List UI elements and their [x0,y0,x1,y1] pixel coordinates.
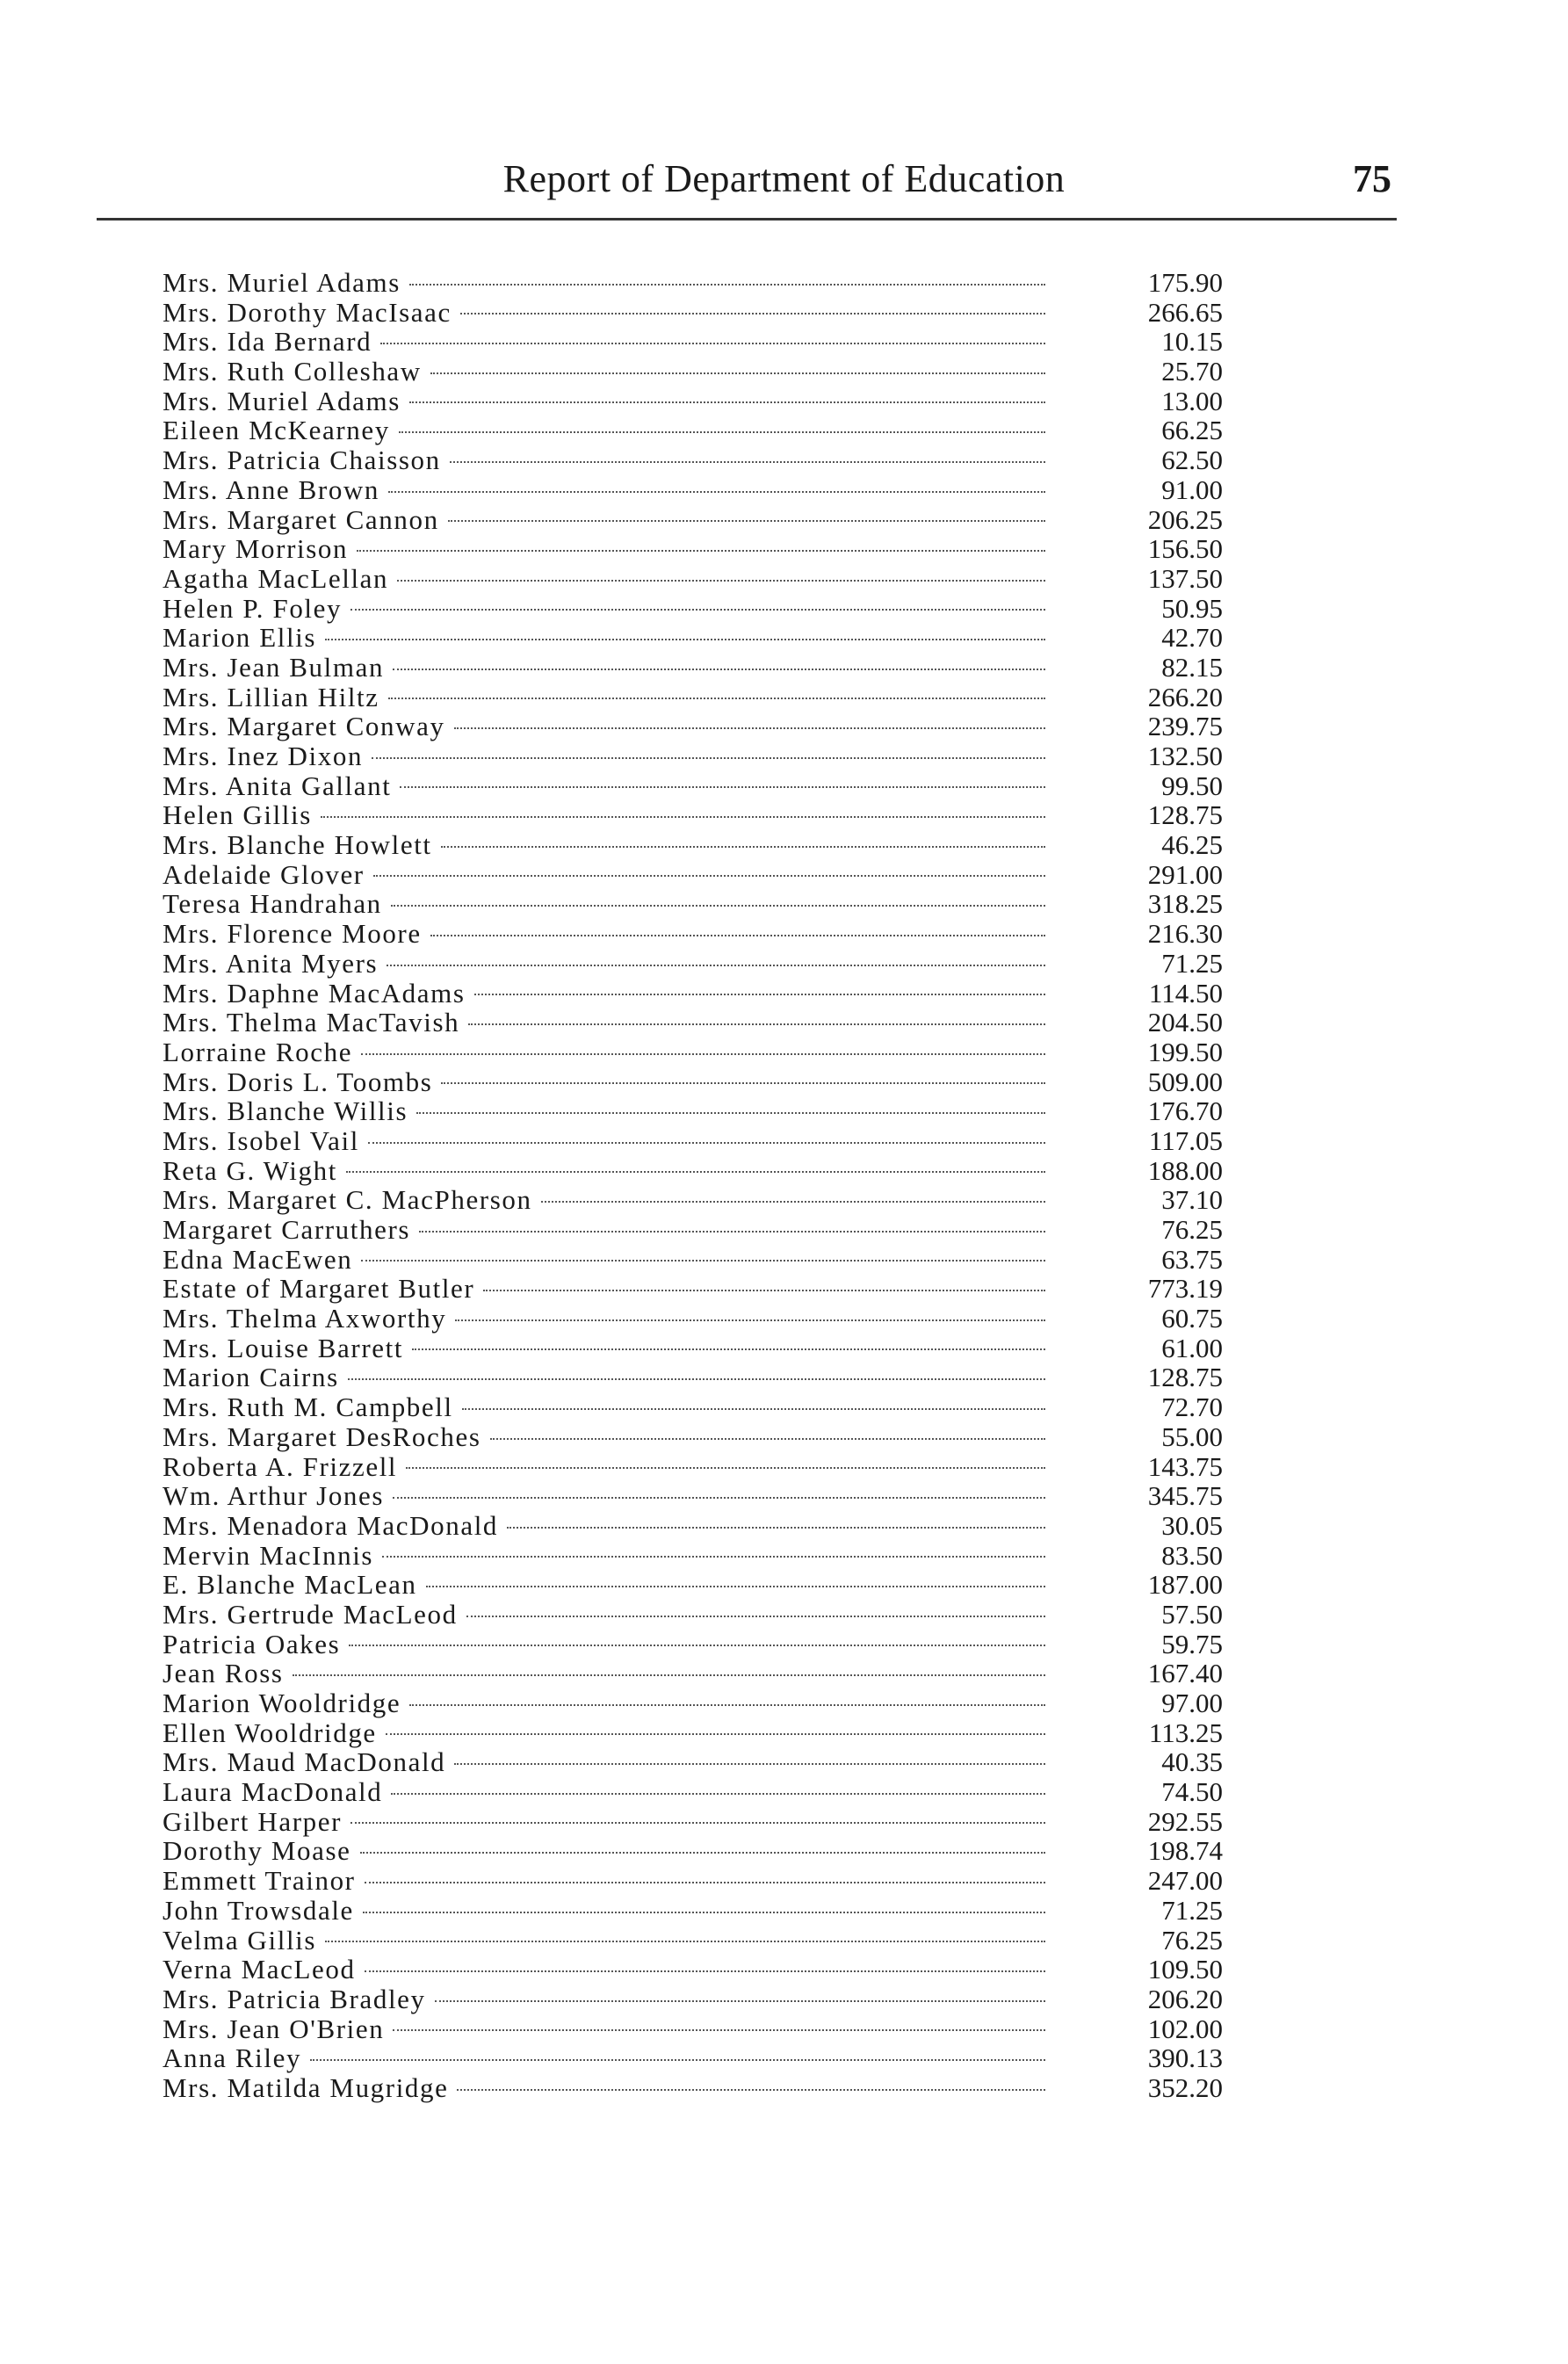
entry-name: Edna MacEwen [163,1243,353,1275]
entry-name: Mrs. Margaret C. MacPherson [163,1184,532,1216]
dot-leader [490,1438,1045,1440]
entry-name: Dorothy Moase [163,1835,351,1867]
list-item [163,1926,1230,1956]
list-item [163,416,1230,445]
list-item [163,2073,1230,2103]
list-item [163,357,1230,387]
dot-leader [382,1556,1045,1558]
entry-name: Mrs. Lillian Hiltz [163,681,379,712]
dot-leader [350,1822,1045,1824]
entry-name: Mrs. Margaret Conway [163,711,445,742]
entry-name: Helen P. Foley [163,592,343,624]
entry-name: Mrs. Daphne MacAdams [163,977,466,1008]
entry-amount: 206.25 [1147,503,1223,535]
page-header-title: Report of Department of Education [502,157,1066,200]
list-item [163,1659,1230,1688]
list-item [163,830,1230,860]
entry-name: Mrs. Muriel Adams [163,267,401,298]
list-item [163,889,1230,919]
dot-leader [541,1201,1045,1203]
list-item [163,387,1230,416]
dot-leader [409,284,1045,286]
dot-leader [393,1497,1045,1499]
dot-leader [325,1941,1045,1942]
entry-amount: 318.25 [1147,888,1223,920]
entry-amount: 198.74 [1147,1835,1223,1867]
entry-name: Mrs. Ruth M. Campbell [163,1392,453,1423]
dot-leader [419,1231,1045,1233]
list-item [163,1156,1230,1186]
header-rule [97,218,1397,220]
entry-name: Mrs. Muriel Adams [163,385,401,416]
dot-leader [416,1112,1045,1114]
list-item [163,1955,1230,1984]
entry-amount: 773.19 [1147,1273,1223,1305]
list-item [163,1334,1230,1363]
dot-leader [441,1082,1045,1084]
list-item [163,1688,1230,1718]
list-item [163,1570,1230,1600]
entry-amount: 66.25 [1161,415,1223,446]
entry-amount: 292.55 [1147,1805,1223,1837]
list-item [163,1037,1230,1067]
entry-name: Mrs. Anita Myers [163,947,379,979]
entry-name: Marion Ellis [163,622,317,654]
entry-amount: 109.50 [1147,1954,1223,1985]
entry-name: Mrs. Isobel Vail [163,1124,359,1156]
entry-amount: 76.25 [1161,1214,1223,1245]
entry-name: Mrs. Jean Bulman [163,651,385,683]
list-item [163,683,1230,712]
dot-leader [462,1408,1045,1410]
entry-name: Wm. Arthur Jones [163,1480,385,1512]
entry-amount: 97.00 [1161,1688,1223,1718]
entry-name: Lorraine Roche [163,1036,353,1067]
dot-leader [365,1970,1045,1972]
dot-leader [391,905,1045,907]
entry-name: Mrs. Patricia Chaisson [163,445,441,476]
entry-amount: 71.25 [1161,947,1223,979]
entry-name: Mrs. Anne Brown [163,474,380,505]
entry-amount: 25.70 [1161,356,1223,387]
entry-amount: 128.75 [1147,1362,1223,1393]
dot-leader [399,431,1045,433]
entry-name: Mrs. Blanche Willis [163,1095,408,1127]
list-item [163,1630,1230,1659]
list-item [163,445,1230,475]
entry-name: Margaret Carruthers [163,1214,411,1245]
list-item [163,1215,1230,1245]
entry-amount: 291.00 [1147,858,1223,890]
dot-leader [409,1704,1045,1706]
dot-leader [388,491,1045,493]
entry-name: Mrs. Maud MacDonald [163,1746,446,1778]
dot-leader [406,1467,1045,1469]
entry-name: Mrs. Blanche Howlett [163,829,432,861]
entry-amount: 206.20 [1147,1983,1223,2014]
list-item [163,771,1230,801]
dot-leader [293,1674,1045,1676]
entry-name: Mrs. Margaret Cannon [163,503,439,535]
dot-leader [368,1142,1045,1144]
entry-amount: 57.50 [1161,1598,1223,1630]
entry-amount: 83.50 [1161,1539,1223,1571]
dot-leader [454,727,1045,729]
dot-leader [373,875,1045,877]
dot-leader [397,580,1045,582]
list-item [163,1777,1230,1807]
entry-name: E. Blanche MacLean [163,1569,417,1601]
dot-leader [361,1053,1045,1055]
dot-leader [441,846,1045,848]
dot-leader [409,401,1045,403]
entry-amount: 266.20 [1147,681,1223,712]
list-item [163,1126,1230,1156]
entry-name: Patricia Oakes [163,1628,341,1659]
entry-name: Eileen McKearney [163,415,390,446]
entry-amount: 175.90 [1147,267,1223,298]
dot-leader [474,994,1045,995]
list-item [163,1866,1230,1896]
list-item [163,1984,1230,2014]
entry-name: Mary Morrison [163,533,349,565]
dot-leader [348,1378,1045,1380]
entry-name: Emmett Trainor [163,1865,356,1897]
entry-amount: 76.25 [1161,1924,1223,1956]
entry-name: Mrs. Florence Moore [163,918,422,950]
list-item [163,1304,1230,1334]
dot-leader [361,1260,1045,1262]
entry-name: Laura MacDonald [163,1776,383,1808]
entry-amount: 30.05 [1161,1509,1223,1541]
list-item [163,1481,1230,1511]
list-item [163,1185,1230,1215]
entry-amount: 247.00 [1147,1865,1223,1897]
entry-name: Reta G. Wight [163,1154,337,1186]
list-item [163,1067,1230,1097]
dot-leader [360,1852,1045,1854]
entry-amount: 59.75 [1161,1628,1223,1659]
entry-amount: 187.00 [1147,1569,1223,1601]
list-item [163,979,1230,1008]
dot-leader [350,609,1045,611]
dot-leader [321,816,1045,818]
entry-amount: 204.50 [1147,1007,1223,1038]
dot-leader [426,1586,1045,1587]
entry-name: Estate of Margaret Butler [163,1273,475,1305]
entry-amount: 113.25 [1148,1717,1223,1748]
list-item [163,1747,1230,1777]
entry-name: Mrs. Margaret DesRoches [163,1421,481,1452]
dot-leader [387,965,1045,966]
list-item [163,1274,1230,1304]
entry-amount: 13.00 [1161,385,1223,416]
entry-list [163,268,1230,2103]
entry-amount: 114.50 [1148,977,1223,1008]
entry-amount: 390.13 [1147,2042,1223,2074]
entry-amount: 50.95 [1161,592,1223,624]
entry-name: Mrs. Patricia Bradley [163,1983,426,2014]
dot-leader [325,639,1045,640]
dot-leader [455,1319,1045,1321]
dot-leader [454,1763,1045,1765]
entry-amount: 117.05 [1148,1124,1223,1156]
entry-name: Mrs. Jean O'Brien [163,2013,385,2044]
dot-leader [386,1733,1045,1735]
entry-name: Mrs. Ruth Colleshaw [163,356,422,387]
list-item [163,1245,1230,1275]
list-item [163,1896,1230,1926]
entry-amount: 266.65 [1147,296,1223,328]
dot-leader [430,372,1045,374]
list-item [163,1807,1230,1837]
dot-leader [466,1616,1045,1617]
entry-amount: 352.20 [1147,2071,1223,2103]
entry-amount: 102.00 [1147,2013,1223,2044]
dot-leader [400,786,1045,788]
dot-leader [483,1290,1045,1291]
entry-name: Marion Wooldridge [163,1688,401,1718]
dot-leader [357,550,1045,552]
entry-name: Jean Ross [163,1658,284,1689]
list-item [163,564,1230,594]
entry-name: Mrs. Matilda Mugridge [163,2071,449,2103]
dot-leader [448,520,1045,522]
list-item [163,2014,1230,2044]
entry-amount: 176.70 [1147,1095,1223,1127]
entry-amount: 10.15 [1161,326,1223,358]
list-item [163,1600,1230,1630]
entry-amount: 60.75 [1161,1303,1223,1334]
list-item [163,2043,1230,2073]
entry-amount: 71.25 [1161,1894,1223,1926]
entry-name: Mrs. Gertrude MacLeod [163,1598,458,1630]
list-item [163,800,1230,830]
list-item [163,653,1230,683]
list-item [163,919,1230,949]
dot-leader [460,313,1045,314]
entry-amount: 74.50 [1161,1776,1223,1808]
entry-amount: 345.75 [1147,1480,1223,1512]
entry-name: Teresa Handrahan [163,888,382,920]
list-item [163,1836,1230,1866]
entry-name: Adelaide Glover [163,858,365,890]
dot-leader [450,461,1045,463]
entry-name: Mrs. Anita Gallant [163,770,392,801]
list-item [163,298,1230,328]
list-item [163,741,1230,771]
entry-amount: 156.50 [1147,533,1223,565]
entry-amount: 132.50 [1147,741,1223,771]
dot-leader [310,2059,1045,2061]
entry-name: Mrs. Inez Dixon [163,741,364,771]
entry-name: Mrs. Thelma MacTavish [163,1007,460,1038]
list-item [163,505,1230,535]
entry-name: Agatha MacLellan [163,562,389,594]
entry-name: Mrs. Menadora MacDonald [163,1509,499,1541]
dot-leader [457,2089,1045,2091]
entry-name: Mrs. Louise Barrett [163,1332,404,1363]
dot-leader [391,1793,1045,1795]
entry-amount: 61.00 [1161,1332,1223,1363]
list-item [163,1363,1230,1392]
list-item [163,1392,1230,1422]
entry-name: Helen Gillis [163,799,312,831]
entry-amount: 99.50 [1161,770,1223,801]
entry-amount: 188.00 [1147,1154,1223,1186]
list-item [163,268,1230,298]
entry-amount: 62.50 [1161,445,1223,476]
entry-amount: 46.25 [1161,829,1223,861]
list-item [163,1511,1230,1541]
entry-name: Velma Gillis [163,1924,317,1956]
dot-leader [372,757,1045,759]
entry-amount: 63.75 [1161,1243,1223,1275]
dot-leader [349,1645,1045,1646]
dot-leader [346,1171,1045,1173]
list-item [163,1541,1230,1571]
entry-amount: 143.75 [1147,1450,1223,1482]
dot-leader [468,1023,1045,1025]
list-item [163,1008,1230,1037]
dot-leader [393,669,1045,670]
dot-leader [363,1912,1045,1913]
entry-name: Roberta A. Frizzell [163,1450,398,1482]
list-item [163,623,1230,653]
list-item [163,594,1230,624]
list-item [163,712,1230,741]
dot-leader [507,1527,1045,1529]
dot-leader [393,2029,1045,2031]
entry-name: Mrs. Doris L. Toombs [163,1066,433,1097]
entry-amount: 199.50 [1147,1036,1223,1067]
entry-amount: 91.00 [1161,474,1223,505]
list-item [163,534,1230,564]
list-item [163,327,1230,357]
entry-amount: 55.00 [1161,1421,1223,1452]
dot-leader [412,1348,1045,1350]
entry-name: Mrs. Dorothy MacIsaac [163,296,452,328]
list-item [163,860,1230,890]
list-item [163,1718,1230,1748]
page-number: 75 [1353,157,1391,200]
entry-amount: 40.35 [1161,1746,1223,1778]
entry-name: Mrs. Thelma Axworthy [163,1303,447,1334]
list-item [163,475,1230,505]
entry-name: Marion Cairns [163,1362,339,1393]
dot-leader [430,935,1045,936]
entry-amount: 239.75 [1147,711,1223,742]
entry-name: Gilbert Harper [163,1805,343,1837]
entry-amount: 72.70 [1161,1392,1223,1423]
entry-amount: 216.30 [1147,918,1223,950]
entry-name: Mrs. Ida Bernard [163,326,372,358]
dot-leader [388,698,1045,699]
dot-leader [435,2000,1045,2002]
entry-name: Mervin MacInnis [163,1539,374,1571]
dot-leader [380,343,1045,344]
list-item [163,1452,1230,1482]
entry-amount: 42.70 [1161,622,1223,654]
entry-amount: 128.75 [1147,799,1223,831]
list-item [163,1096,1230,1126]
entry-amount: 167.40 [1147,1658,1223,1689]
entry-amount: 82.15 [1161,651,1223,683]
entry-name: Verna MacLeod [163,1954,356,1985]
entry-amount: 37.10 [1161,1184,1223,1216]
entry-name: John Trowsdale [163,1894,354,1926]
list-item [163,1422,1230,1452]
entry-amount: 509.00 [1147,1066,1223,1097]
list-item [163,949,1230,979]
entry-amount: 137.50 [1147,562,1223,594]
dot-leader [365,1882,1045,1883]
entry-name: Anna Riley [163,2042,302,2074]
entry-name: Ellen Wooldridge [163,1717,377,1748]
